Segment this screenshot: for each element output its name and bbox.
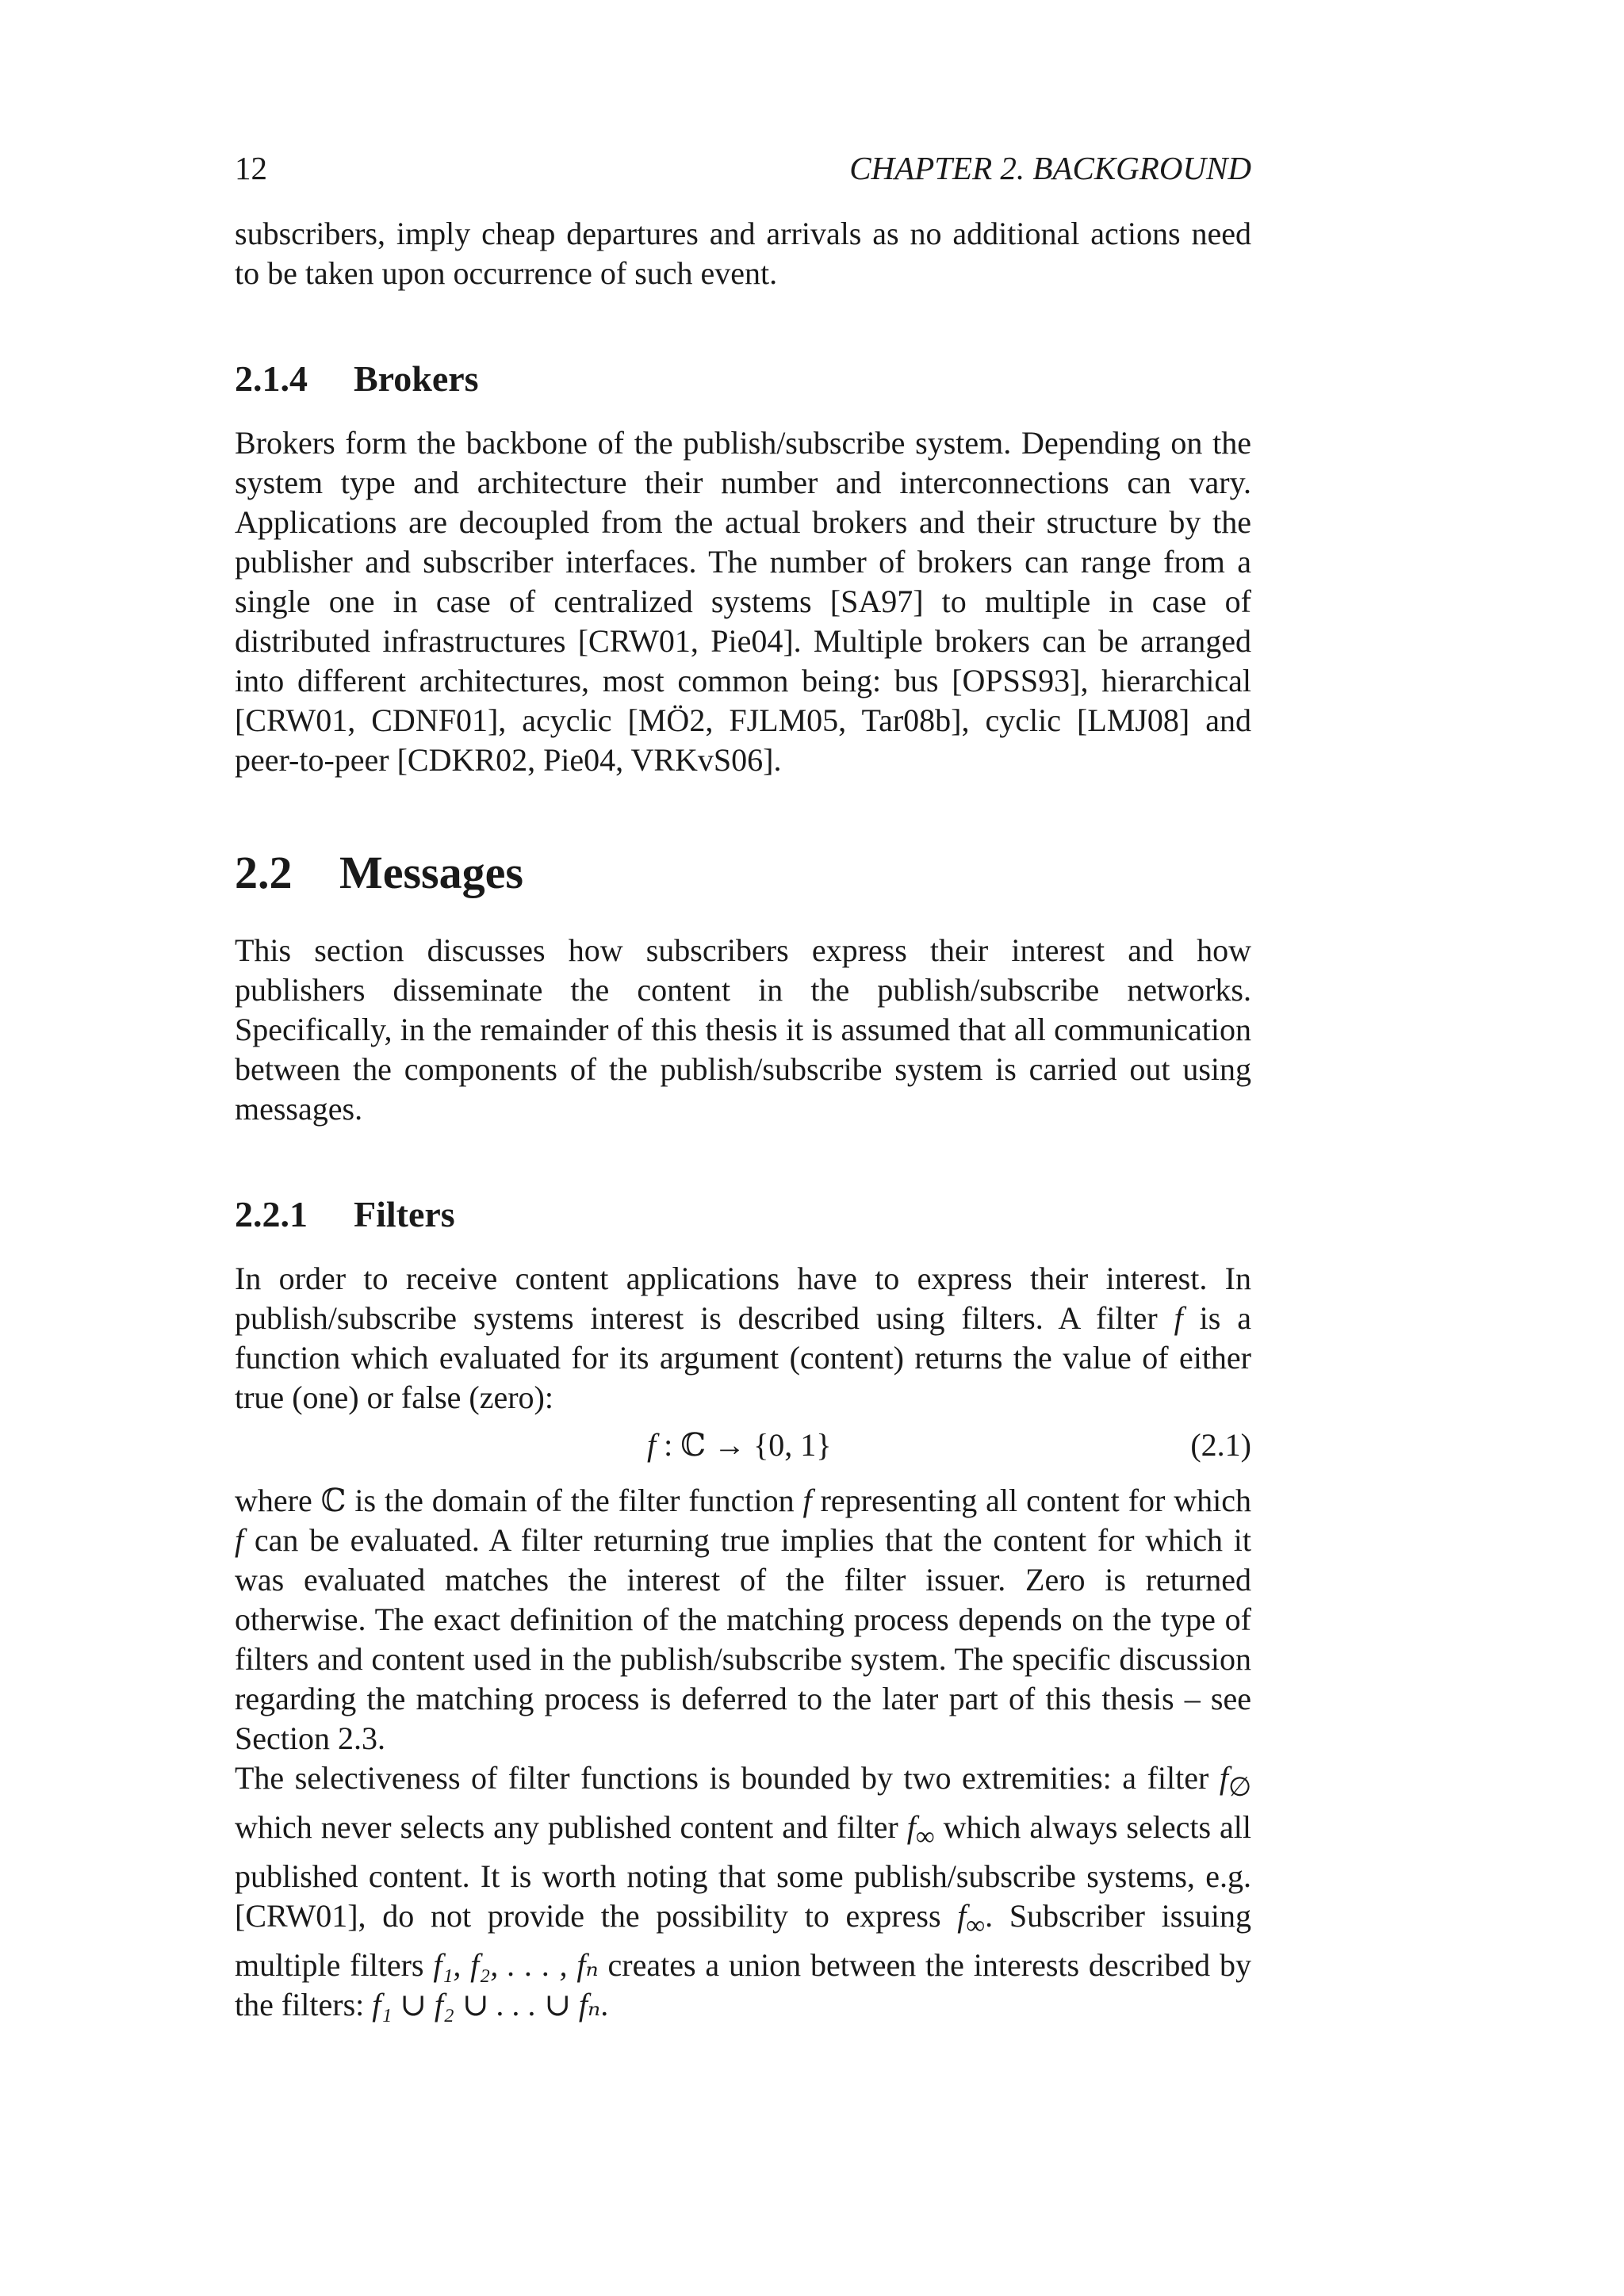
section-number: 2.2 [235,847,293,898]
section-heading-filters [235,1192,1251,1237]
section-title: Messages [339,847,523,898]
equation-body: f : ℂ → {0, 1} [647,1427,832,1463]
section-heading-brokers [235,357,1251,401]
brokers-paragraph: Brokers form the backbone of the publish/subscribe system. Depending on the system type and architecture their number and interconnections can vary. Applications are decoupled from the actual brokers and their structure by the publisher and subscriber interfaces. The number of brokers can range from a single one in case of centralized systems [SA97] to multiple in case of distributed infrastructures [CRW01, Pie04]. Multiple brokers can be arranged into different architectures, most common being: bus [OPSS93], hierarchical [CRW01, CDNF01], acyclic [MÖ2, FJLM05, Tar08b], cyclic [LMJ08] and peer-to-peer [CDKR02, Pie04, VRKvS06]. [235,425,1251,778]
intro-paragraph: subscribers, imply cheap departures and arrivals as no additional actions need to be taken upon occurrence of such event. [235,216,1251,291]
section-number: 2.1.4 [235,358,308,399]
running-header [235,143,1251,190]
chapter-title: CHAPTER 2. BACKGROUND [849,150,1251,186]
section-heading-messages [235,845,1251,901]
equation-number: (2.1) [1190,1427,1251,1463]
section-title: Brokers [354,358,479,399]
section-number: 2.2.1 [235,1194,308,1234]
section-title: Filters [354,1194,455,1234]
filters-paragraph-3: The selectiveness of filter functions is bounded by two extremities: a filter $f_\emptyset$ which never selects any published content and filter $f_\infty$ which always selects all published content. It is worth noting that some publish/subscribe systems, e.g. [CRW01], do not provide the possibility to express $f_\infty$. Subscriber issuing multiple filters f₁, f₂, . . . , fₙ creates a union between the interests described by the filters: f₁ ∪ f₂ ∪ . . . ∪ fₙ. [235,1760,1252,2022]
page-content [235,143,1251,2025]
page-number: 12 [235,150,267,186]
equation-2-1 [235,1424,1251,1467]
filters-paragraph-2: where ℂ is the domain of the filter function f representing all content for which f can be evaluated. A filter returning true implies that the content for which it was evaluated matches the interest of the filter issuer. Zero is returned otherwise. The exact definition of the matching process depends on the type of filters and content used in the publish/subscribe system. The specific discussion regarding the matching process is deferred to the later part of this thesis – see Section 2.3. [235,1483,1252,1756]
messages-paragraph: This section discusses how subscribers express their interest and how publishers disseminate the content in the publish/subscribe networks. Specifically, in the remainder of this thesis it is assumed that all communication between the components of the publish/subscribe system is carried out using messages. [235,932,1251,1127]
filters-paragraph-1: In order to receive content applications have to express their interest. In publish/subscribe systems interest is described using filters. A filter f is a function which evaluated for its argument (content) returns the value of either true (one) or false (zero): [235,1261,1252,1415]
